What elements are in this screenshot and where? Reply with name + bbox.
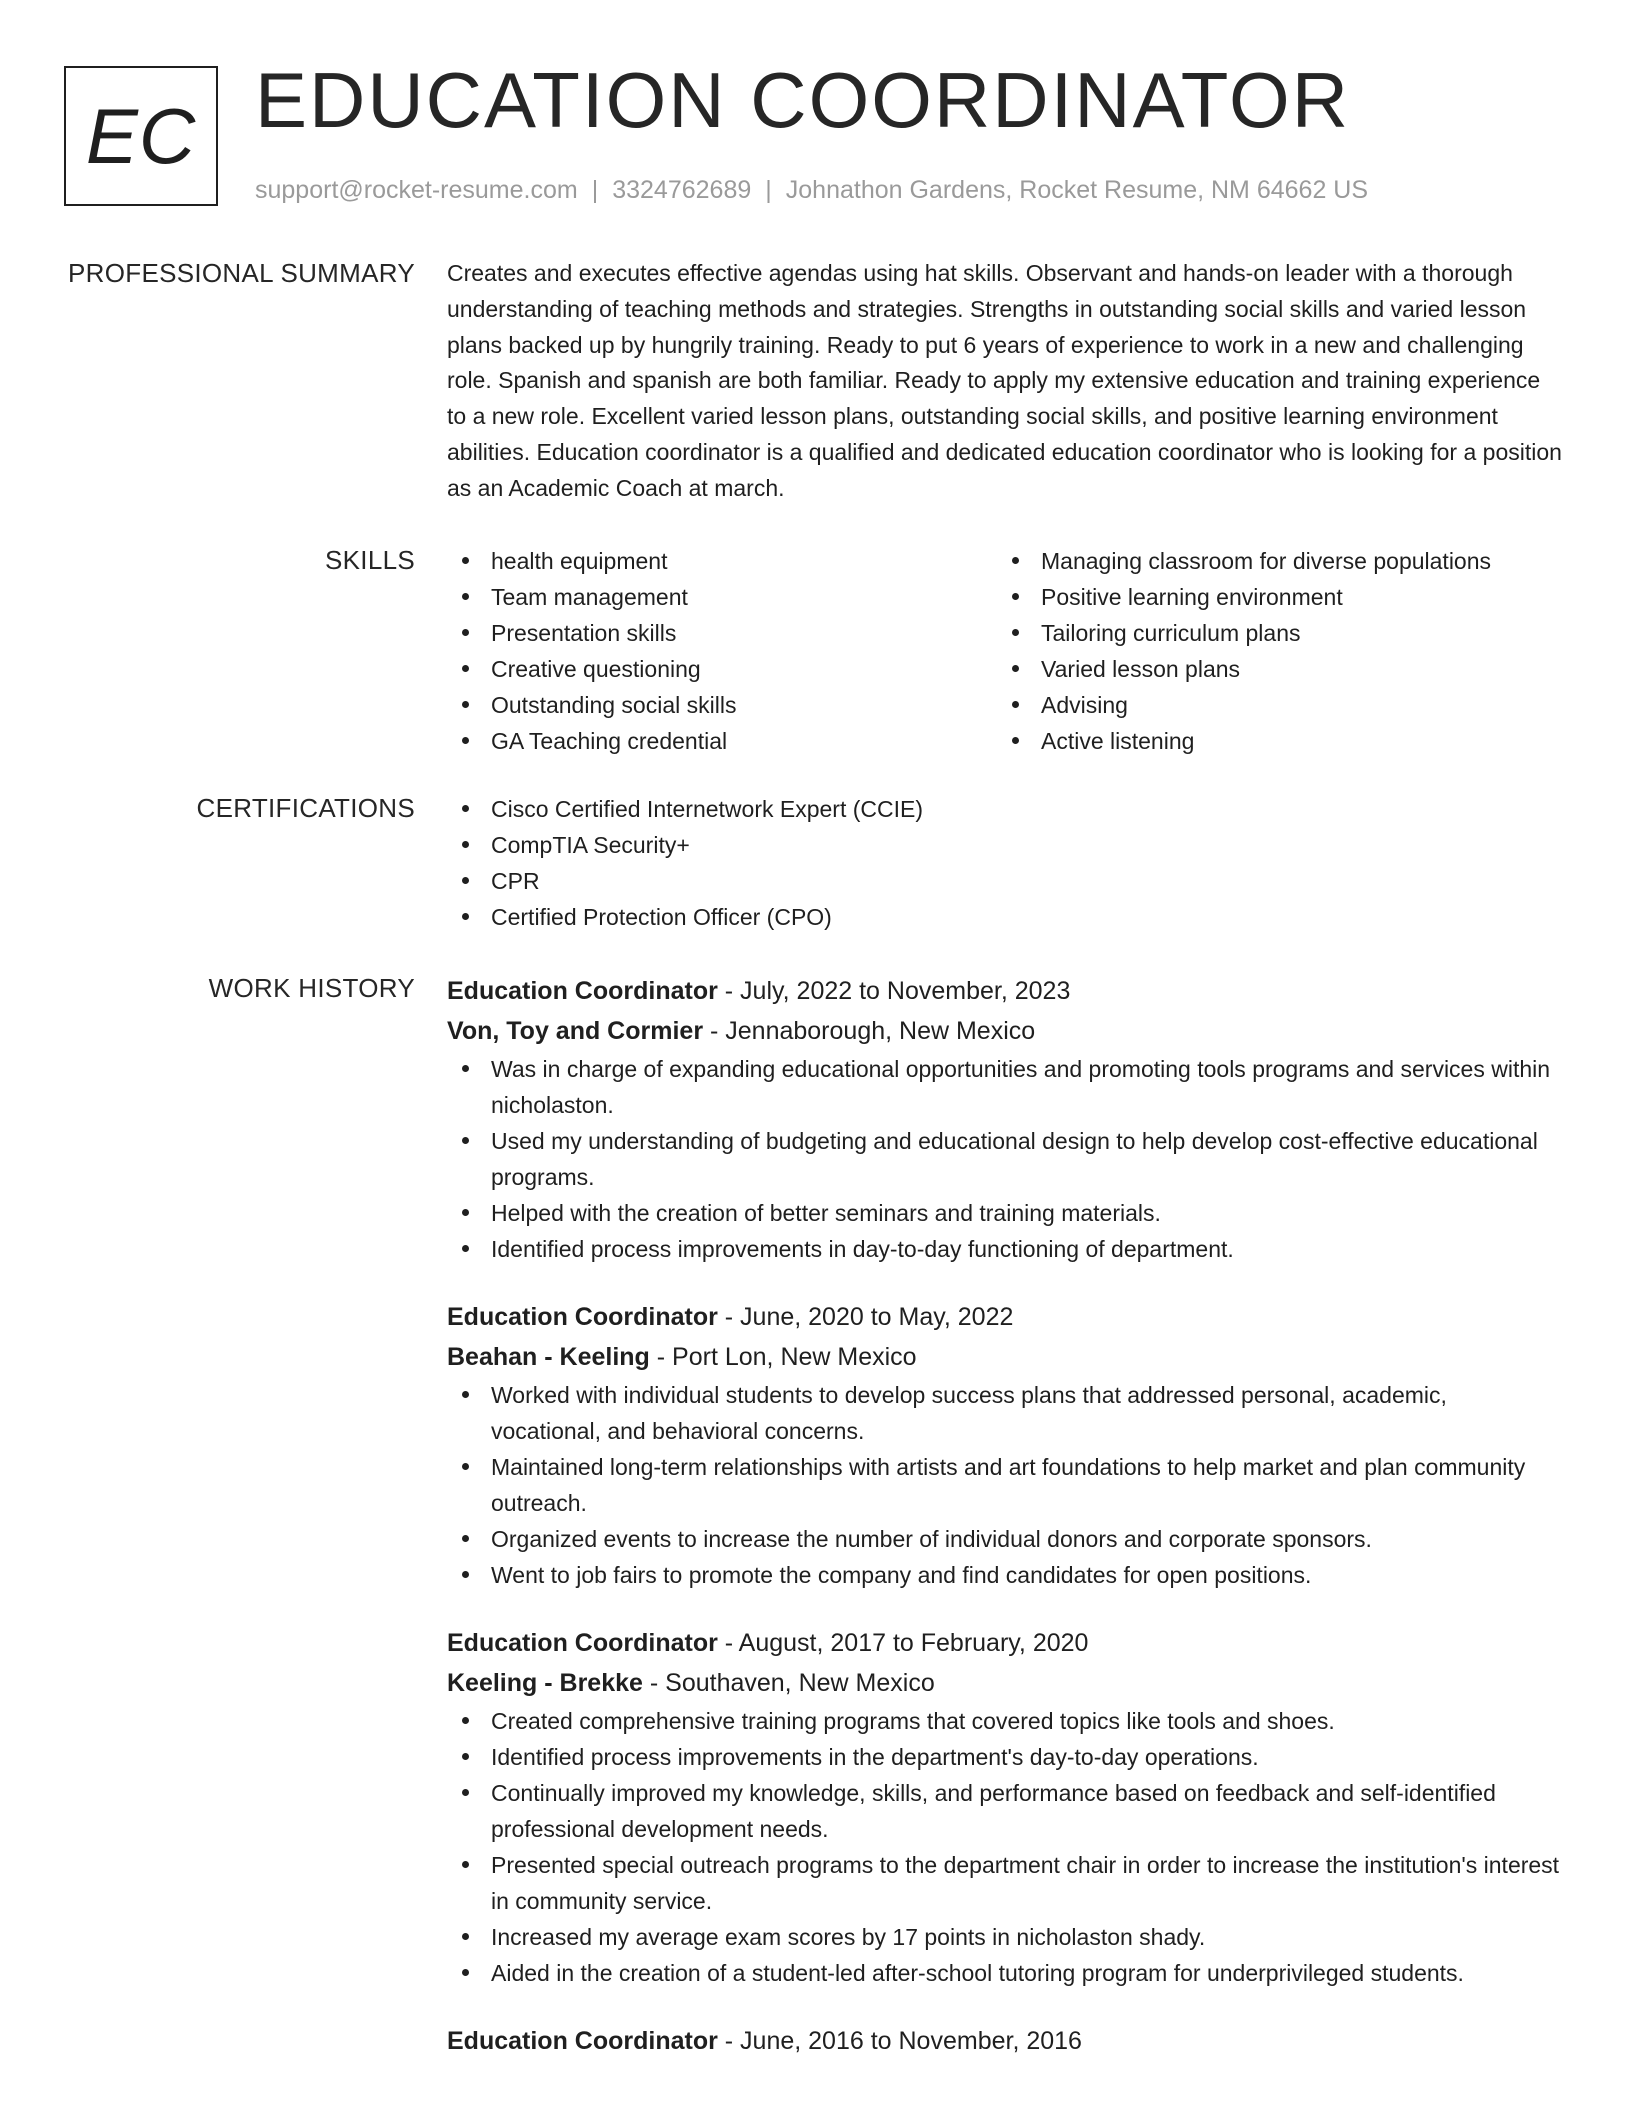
contact-separator: | [765,176,772,204]
skills-list-right [997,543,1547,759]
job-title-line [447,1623,1562,1663]
job-bullet: Worked with individual students to develop success plans that addressed personal, academic, vocational, and behavioral concerns. [447,1377,1562,1449]
job-bullet: Identified process improvements in day-to-day functioning of department. [447,1231,1562,1267]
skill-item: health equipment [447,543,997,579]
job-bullets [447,1703,1562,1991]
job-location: - Southaven, New Mexico [642,1669,935,1697]
job-entry [447,1623,1562,1991]
skill-item: Active listening [997,723,1547,759]
job-company-line [447,1663,1562,1703]
skills-body [447,543,1562,759]
job-company-line [447,1337,1562,1377]
contact-line [255,174,1368,206]
skill-item: Varied lesson plans [997,651,1547,687]
job-bullet: Used my understanding of budgeting and educational design to help develop cost-effective educational programs. [447,1123,1562,1195]
job-bullet: Increased my average exam scores by 17 points in nicholaston shady. [447,1919,1562,1955]
skill-item: Team management [447,579,997,615]
skill-item: Outstanding social skills [447,687,997,723]
job-bullets [447,1051,1562,1267]
certification-item: Certified Protection Officer (CPO) [447,899,1562,935]
job-bullets [447,1377,1562,1593]
job-bullet: Aided in the creation of a student-led after-school tutoring program for underprivileged students. [447,1955,1562,1991]
job-title: Education Coordinator [447,977,718,1005]
skill-item: Positive learning environment [997,579,1547,615]
summary-body [447,256,1562,507]
certifications-list [447,791,1562,935]
skill-item: Presentation skills [447,615,997,651]
job-title: Education Coordinator [447,2027,718,2055]
job-title-line [447,1297,1562,1337]
skill-item: GA Teaching credential [447,723,997,759]
job-dates: - June, 2016 to November, 2016 [717,2027,1082,2055]
job-bullet: Created comprehensive training programs that covered topics like tools and shoes. [447,1703,1562,1739]
job-bullet: Identified process improvements in the department's day-to-day operations. [447,1739,1562,1775]
job-bullet: Went to job fairs to promote the company and find candidates for open positions. [447,1557,1562,1593]
job-location: - Jennaborough, New Mexico [703,1017,1036,1045]
section-heading-summary: PROFESSIONAL SUMMARY [68,258,415,288]
skills-list-left [447,543,997,759]
job-company: Von, Toy and Cormier [447,1017,704,1045]
job-location: - Port Lon, New Mexico [649,1343,917,1371]
job-company: Beahan - Keeling [447,1343,650,1371]
contact-phone: 3324762689 [612,176,752,204]
job-bullet: Presented special outreach programs to the department chair in order to increase the institution's interest in community service. [447,1847,1562,1919]
section-heading-work-history: WORK HISTORY [208,973,415,1003]
contact-separator: | [591,176,599,204]
section-heading-skills: SKILLS [325,545,415,575]
job-entry [447,971,1562,1267]
job-company-line [447,1011,1562,1051]
job-title: Education Coordinator [447,1629,718,1657]
certifications-body [447,791,1562,935]
contact-email: support@rocket-resume.com [255,176,578,204]
job-bullet: Helped with the creation of better seminars and training materials. [447,1195,1562,1231]
certification-item: Cisco Certified Internetwork Expert (CCIE) [447,791,1562,827]
job-bullet: Continually improved my knowledge, skills, and performance based on feedback and self-identified professional development needs. [447,1775,1562,1847]
job-company: Keeling - Brekke [447,1669,643,1697]
monogram-initials: EC [85,92,197,180]
job-dates: - August, 2017 to February, 2020 [717,1629,1089,1657]
certification-item: CPR [447,863,1562,899]
job-bullet: Maintained long-term relationships with artists and art foundations to help market and plan community outreach. [447,1449,1562,1521]
skill-item: Advising [997,687,1547,723]
skill-item: Managing classroom for diverse populations [997,543,1547,579]
section-heading-certifications: CERTIFICATIONS [196,793,415,823]
skill-item: Creative questioning [447,651,997,687]
job-dates: - June, 2020 to May, 2022 [717,1303,1014,1331]
job-title-line [447,2021,1562,2061]
contact-address: Johnathon Gardens, Rocket Resume, NM 64662 US [785,176,1369,204]
resume-title: EDUCATION COORDINATOR [255,56,1351,144]
monogram-logo [64,66,218,206]
summary-text: Creates and executes effective agendas using hat skills. Observant and hands-on leader with a thorough understanding of teaching methods and strategies. Strengths in outstanding social skills and varied lesson plans backed up by hungrily training. Ready to put 6 years of experience to work in a new and challenging role. Spanish and spanish are both familiar. Ready to apply my extensive education and training experience to a new role. Excellent varied lesson plans, outstanding social skills, and positive learning environment abilities. Education coordinator is a qualified and dedicated education coordinator who is looking for a position as an Academic Coach at march. [447,260,1562,501]
job-dates: - July, 2022 to November, 2023 [717,977,1071,1005]
job-entry [447,2021,1562,2061]
job-bullet: Was in charge of expanding educational opportunities and promoting tools programs and services within nicholaston. [447,1051,1562,1123]
certification-item: CompTIA Security+ [447,827,1562,863]
job-title-line [447,971,1562,1011]
job-title: Education Coordinator [447,1303,718,1331]
work-history-body [447,971,1562,2091]
job-entry [447,1297,1562,1593]
skill-item: Tailoring curriculum plans [997,615,1547,651]
job-bullet: Organized events to increase the number of individual donors and corporate sponsors. [447,1521,1562,1557]
